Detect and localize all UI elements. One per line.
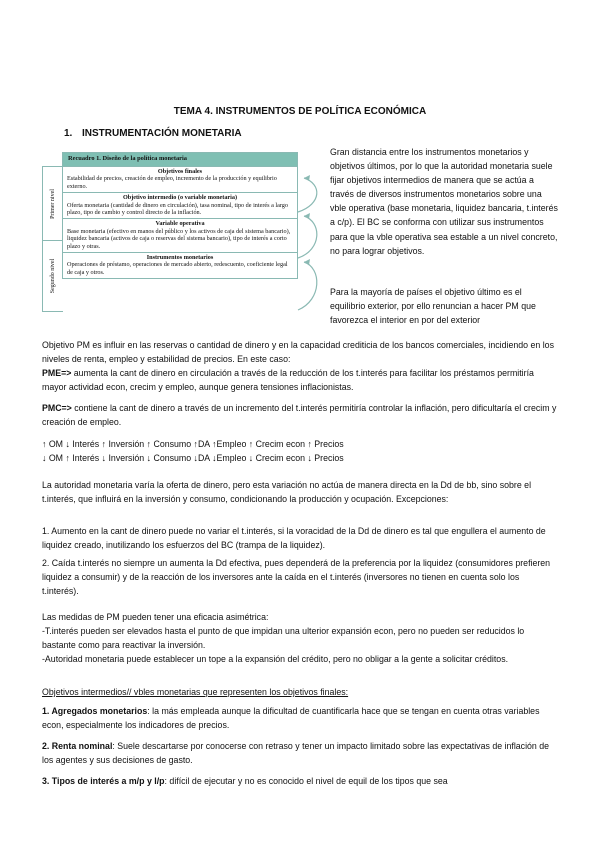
- table-body: [62, 152, 298, 279]
- row-title: Objetivo intermedio (o variable monetaria): [122, 194, 238, 202]
- chain-contractive: ↓ OM ↑ Interés ↓ Inversión ↓ Consumo ↓DA ↓Empleo ↓ Crecim econ ↓ Precios: [42, 453, 344, 463]
- curved-arrow-icon: [298, 262, 317, 310]
- row-title: Objetivos finales: [157, 168, 203, 175]
- medidas-intro: Las medidas de PM pueden tener una eficacia asimétrica:: [42, 612, 269, 622]
- curved-arrow-icon: [298, 178, 317, 212]
- row-text: Base monetaria (efectivo en manos del público y los activos de caja del sistema bancario), liquidez bancaria (activos de caja o reservas del sistema bancario), tipo de interés a corto plazo y otras.: [67, 227, 291, 250]
- item-label: 2. Renta nominal: [42, 741, 113, 751]
- item-text: : difícil de ejecutar y no es conocido el nivel de equil de los tipos que sea: [164, 776, 448, 786]
- item-text: : Suele descartarse por conocerse con retraso y tener un impacto limitado sobre las expectativas de inflación de los agentes y sus decisiones de gasto.: [42, 741, 550, 766]
- table-row: [63, 166, 297, 192]
- exception-1: 1. Aumento en la cant de dinero puede no variar el t.interés, si la voracidad de la Dd de dinero es tal que engullera el aumento de liquidez creado, inutilizando los esfuerzos del BC (trampa de la liquidez).: [42, 526, 546, 551]
- list-item: [42, 704, 558, 732]
- medidas-point-1: -T.interés pueden ser elevados hasta el punto de que impidan una ulterior expansión econ, pero no pueden ser reducidos lo bastante como para reactivar la inversión.: [42, 626, 525, 651]
- table-header: Recuadro 1. Diseño de la política monetaria: [63, 153, 297, 166]
- section-title: INSTRUMENTACIÓN MONETARIA: [82, 128, 242, 139]
- medidas-point-2: -Autoridad monetaria puede establecer un tope a la expansión del crédito, pero no obligar a la gente a solicitar créditos.: [42, 654, 509, 664]
- policy-design-table: [42, 152, 296, 324]
- paragraph-autoridad: La autoridad monetaria varía la oferta de dinero, pero esta variación no actúa de manera directa en la Dd de bb, sino sobre el t.interés, que influirá en la inversión y consumo, condicionando la producción y ocupación. Excepciones:: [42, 480, 532, 505]
- paragraph-objetivo: Objetivo PM es influir en las reservas o cantidad de dinero y en la capacidad crediticia de los bancos comerciales, incidiendo en los niveles de renta, empleo y estabilidad de precios. En este caso:: [42, 340, 554, 365]
- pme-text: aumenta la cant de dinero en circulación a través de la reducción de los t.interés para facilitar los préstamos permitiría mayor actividad econ, crecim y empleo, aunque genera tensiones inflacionistas.: [42, 368, 534, 393]
- right-paragraph-2: Para la mayoría de países el objetivo último es el equilibrio exterior, por ello renuncian a hacer PM que favorezca el interior en por del exterior: [330, 287, 536, 326]
- side-label-top: Primer nivel: [42, 166, 63, 241]
- row-title: Variable operativa: [155, 220, 205, 228]
- item-text: : la más empleada aunque la dificultad de cuantificarla hace que se tengan en cuenta otras variables econ, especialmente los indicadores de precios.: [42, 706, 540, 731]
- item-label: 1. Agregados monetarios: [42, 706, 148, 716]
- item-label: 3. Tipos de interés a m/p y l/p: [42, 776, 165, 786]
- list-item: [42, 739, 558, 767]
- paragraph-pmc: [42, 401, 558, 429]
- curved-arrow-icon: [298, 216, 317, 258]
- objetivos-heading: Objetivos intermedios// vbles monetarias que representen los objetivos finales:: [42, 687, 349, 697]
- table-row: [63, 218, 297, 252]
- table-row: [63, 192, 297, 218]
- exception-2: 2. Caída t.interés no siempre un aumenta la Dd efectiva, pues dependerá de la preferencia por la liquidez (consumidores prefieren liquidez a consumir) y de la reacción de los inversores ante la caída en el t.interés (inversores no tienen en cuenta solo los t.interés).: [42, 558, 551, 597]
- pmc-label: PMC=>: [42, 403, 72, 413]
- section-number: 1.: [64, 128, 73, 139]
- paragraph-pme: [42, 366, 558, 394]
- row-text: Operaciones de préstamo, operaciones de mercado abierto, redescuento, coeficiente legal de caja y otros.: [67, 261, 288, 276]
- chain-expansive: ↑ OM ↓ Interés ↑ Inversión ↑ Consumo ↑DA ↑Empleo ↑ Crecim econ ↑ Precios: [42, 439, 344, 449]
- row-title: Instrumentos monetarios: [146, 254, 214, 262]
- table-row: [63, 252, 297, 278]
- pmc-text: contiene la cant de dinero a través de un incremento del t.interés permitiría controlar la inflación, pero dificultaría el crecim y creación de empleo.: [42, 403, 557, 428]
- pme-label: PME=>: [42, 368, 72, 378]
- section-heading: [64, 128, 242, 139]
- row-text: Oferta monetaria (cantidad de dinero en circulación), tasa nominal, tipo de interés a largo plazo, tipo de cambio y control directo de la inflación.: [67, 201, 288, 217]
- row-text: Estabilidad de precios, creación de empleo, incremento de la producción y equilibrio externo.: [67, 175, 277, 190]
- page-title: TEMA 4. INSTRUMENTOS DE POLÍTICA ECONÓMICA: [173, 106, 427, 117]
- right-paragraph-1: Gran distancia entre los instrumentos monetarios y objetivos últimos, por lo que la autoridad monetaria suele fijar objetivos intermedios de manera que se actúa a través de diversos instrumentos monetarios sobre una vble operativa (base monetaria, liquidez bancaria, t.interés a c/p). El BC se conforma con utilizar sus instrumentos para que la vble operativa sea estable a un nivel concreto, no para lograr objetivos.: [330, 147, 558, 256]
- list-item: [42, 774, 558, 788]
- side-label-bottom: Segundo nivel: [42, 240, 63, 312]
